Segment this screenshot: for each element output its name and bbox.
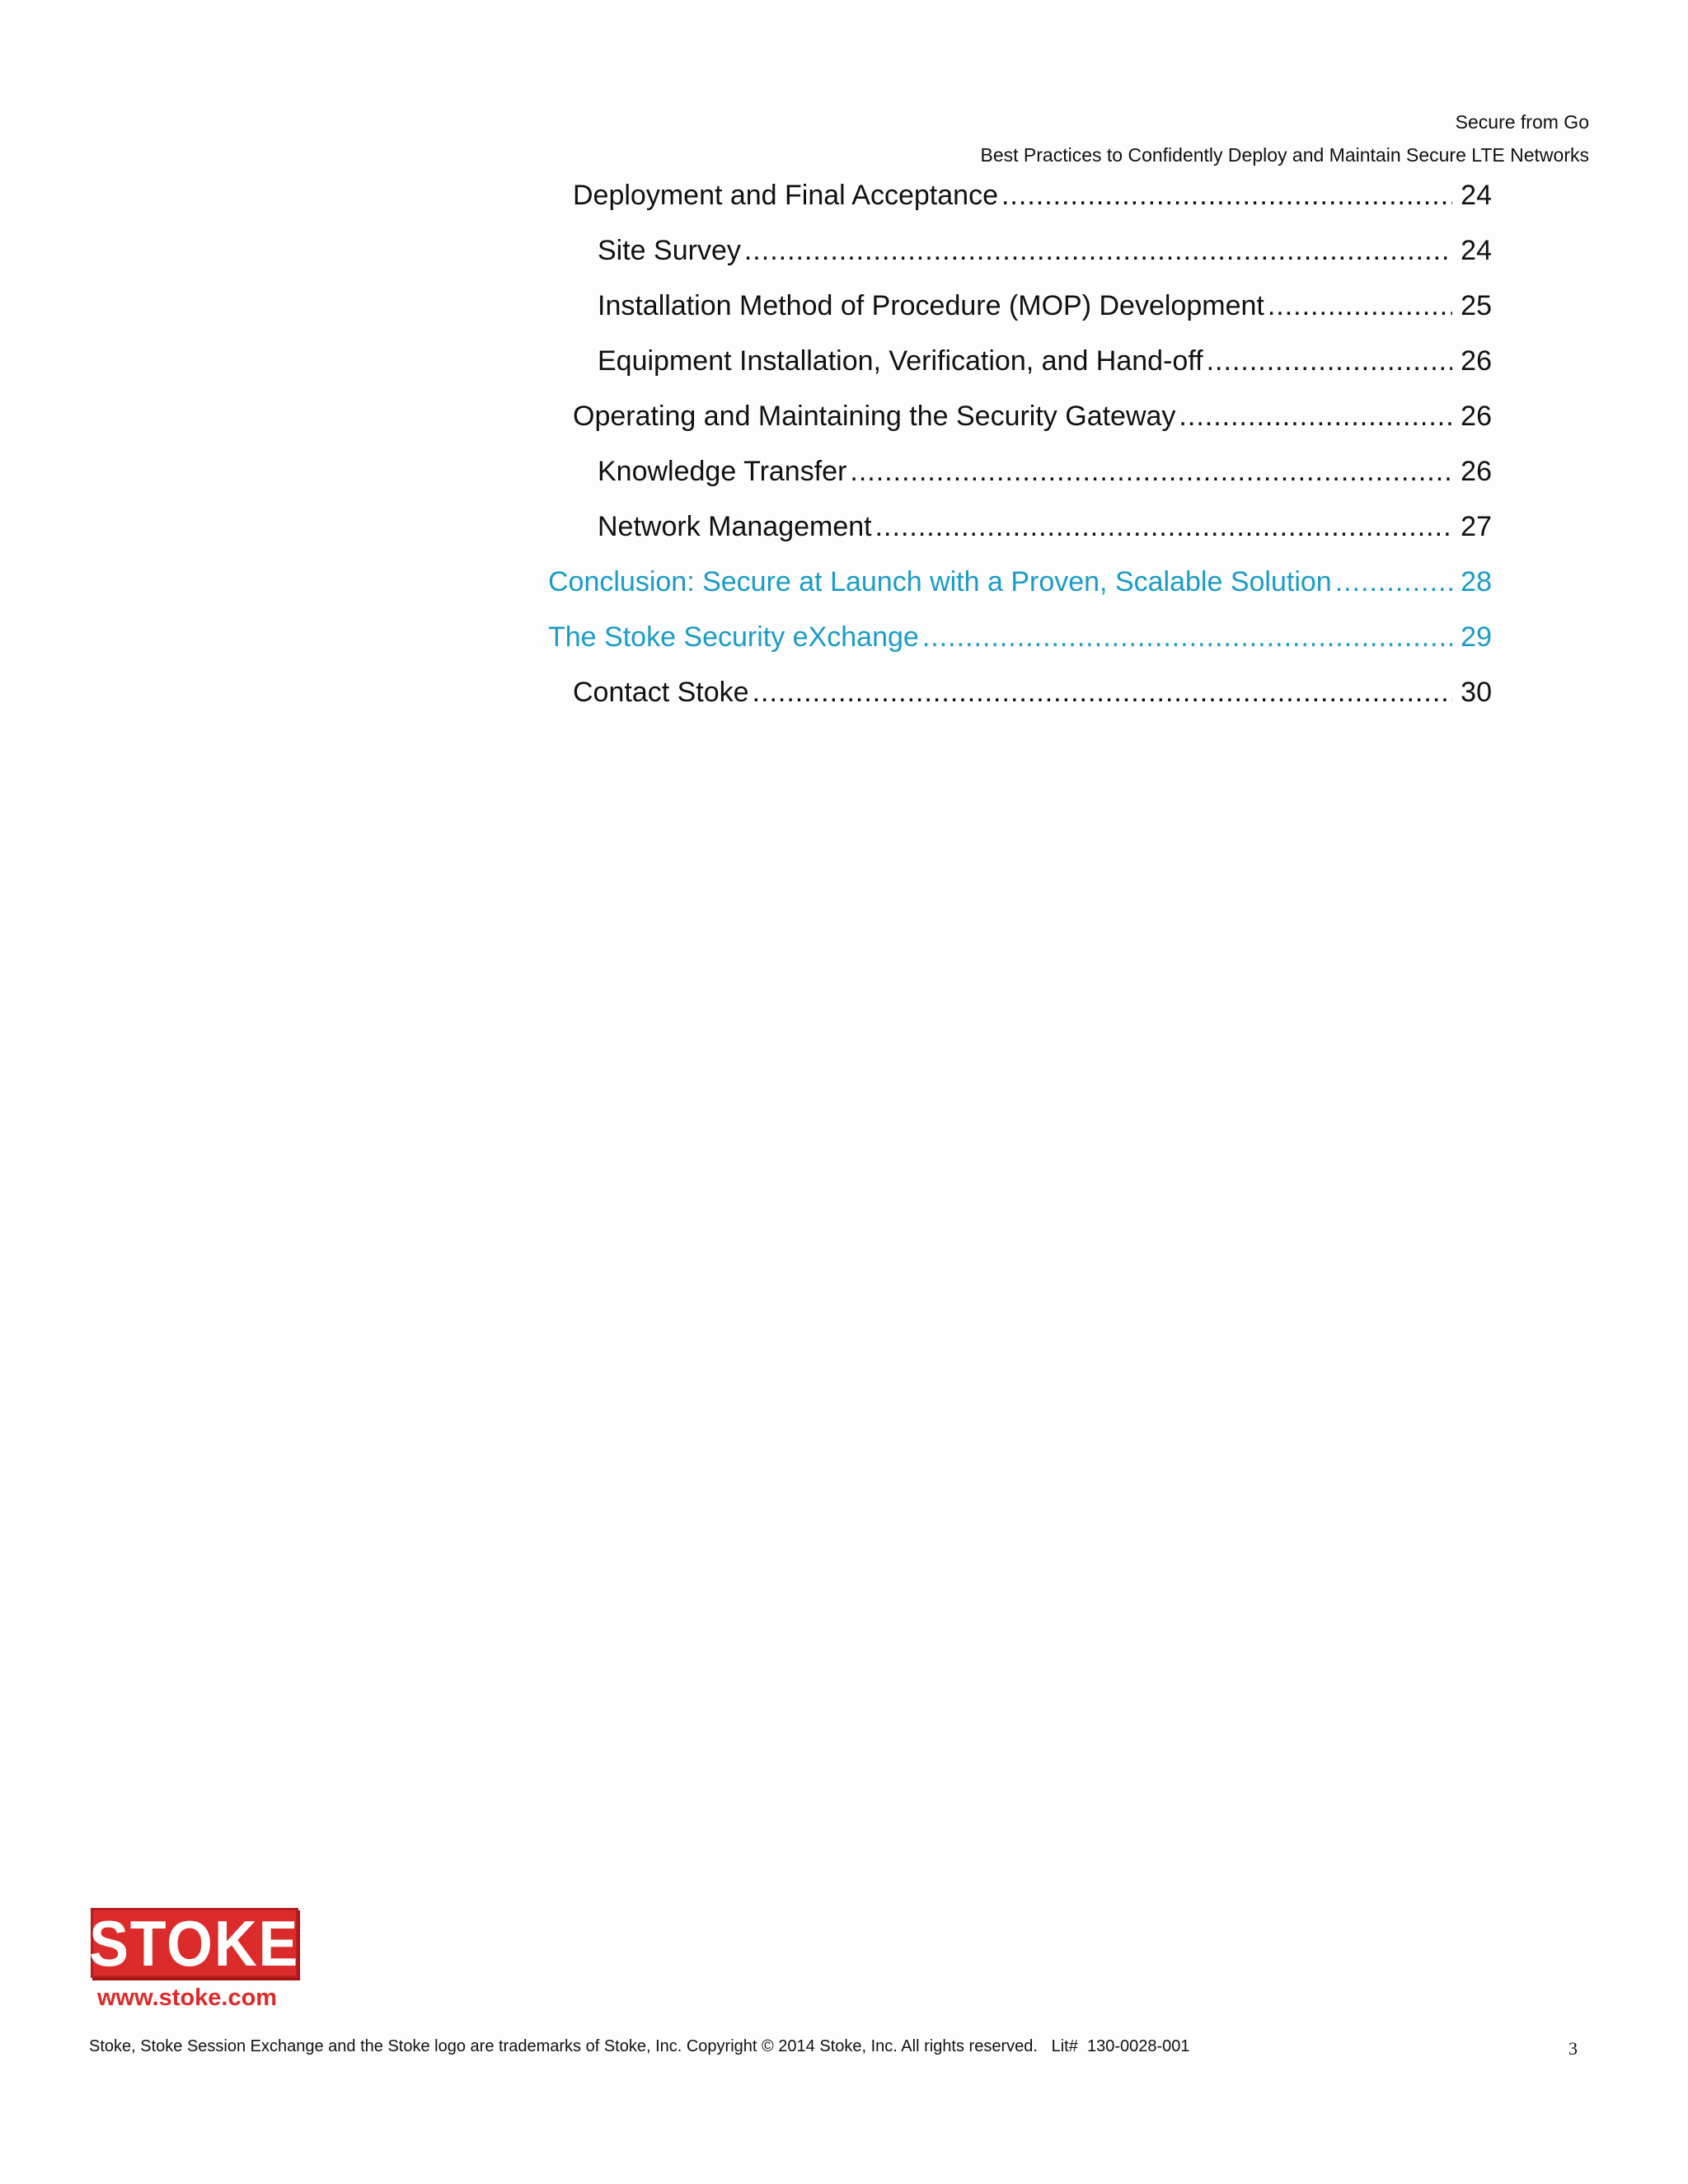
toc-entry-page: 26 <box>1461 456 1492 487</box>
toc-entry-title: Installation Method of Procedure (MOP) Development <box>598 290 1264 321</box>
toc-entry-page: 26 <box>1461 345 1492 377</box>
toc-entry-title: Network Management <box>598 511 872 542</box>
page-number: 3 <box>1568 2038 1578 2059</box>
toc-entry <box>548 235 1492 290</box>
toc-entry-page: 25 <box>1461 290 1492 321</box>
toc-entry-title[interactable]: The Stoke Security eXchange <box>548 621 919 653</box>
page-header <box>981 105 1589 171</box>
toc-entry-title: Operating and Maintaining the Security Gateway <box>573 401 1176 432</box>
toc-entry-page: 24 <box>1461 180 1492 211</box>
header-title: Secure from Go <box>1455 111 1589 133</box>
toc-leader-dots <box>744 235 1452 267</box>
toc-leader-dots <box>1335 566 1452 598</box>
toc-entry-title[interactable]: Conclusion: Secure at Launch with a Proven, Scalable Solution <box>548 566 1332 598</box>
toc-leader-dots <box>753 677 1453 709</box>
toc-entry-page[interactable]: 28 <box>1461 566 1492 598</box>
toc-entry-title: Equipment Installation, Verification, and Hand-off <box>598 345 1203 377</box>
toc-leader-dots <box>1001 180 1452 212</box>
toc-entry <box>548 401 1492 456</box>
toc-entry <box>548 511 1492 566</box>
toc-leader-dots <box>922 621 1452 654</box>
toc-entry-title: Knowledge Transfer <box>598 456 847 487</box>
toc-entry <box>548 345 1492 401</box>
toc-entry-link[interactable] <box>548 566 1492 621</box>
toc-entry-link[interactable] <box>548 621 1492 677</box>
toc-leader-dots <box>1207 345 1453 377</box>
toc-entry-title: Contact Stoke <box>573 677 749 708</box>
toc-entry <box>548 180 1492 235</box>
toc-leader-dots <box>875 511 1453 543</box>
table-of-contents <box>548 180 1492 732</box>
toc-leader-dots <box>850 456 1452 488</box>
toc-entry-page: 24 <box>1461 235 1492 266</box>
toc-leader-dots <box>1179 401 1452 433</box>
toc-leader-dots <box>1268 290 1452 322</box>
toc-entry-page: 30 <box>1461 677 1492 708</box>
website-link[interactable]: www.stoke.com <box>97 1985 278 2011</box>
footer-copyright: Stoke, Stoke Session Exchange and the Stoke logo are trademarks of Stoke, Inc. Copyright © 2014 Stoke, Inc. All rights reserved. Lit# 130-0028-001 <box>89 2037 1190 2055</box>
toc-entry-title: Site Survey <box>598 235 741 266</box>
logo-text: STOKE <box>89 1906 300 1980</box>
toc-entry <box>548 456 1492 511</box>
toc-entry <box>548 290 1492 345</box>
header-subtitle: Best Practices to Confidently Deploy and Maintain Secure LTE Networks <box>980 144 1589 166</box>
toc-entry-page: 27 <box>1461 511 1492 542</box>
toc-entry-page[interactable]: 29 <box>1461 621 1492 653</box>
toc-entry <box>548 677 1492 732</box>
toc-entry-page: 26 <box>1461 401 1492 432</box>
toc-entry-title: Deployment and Final Acceptance <box>573 180 998 211</box>
stoke-logo <box>91 1908 298 1978</box>
